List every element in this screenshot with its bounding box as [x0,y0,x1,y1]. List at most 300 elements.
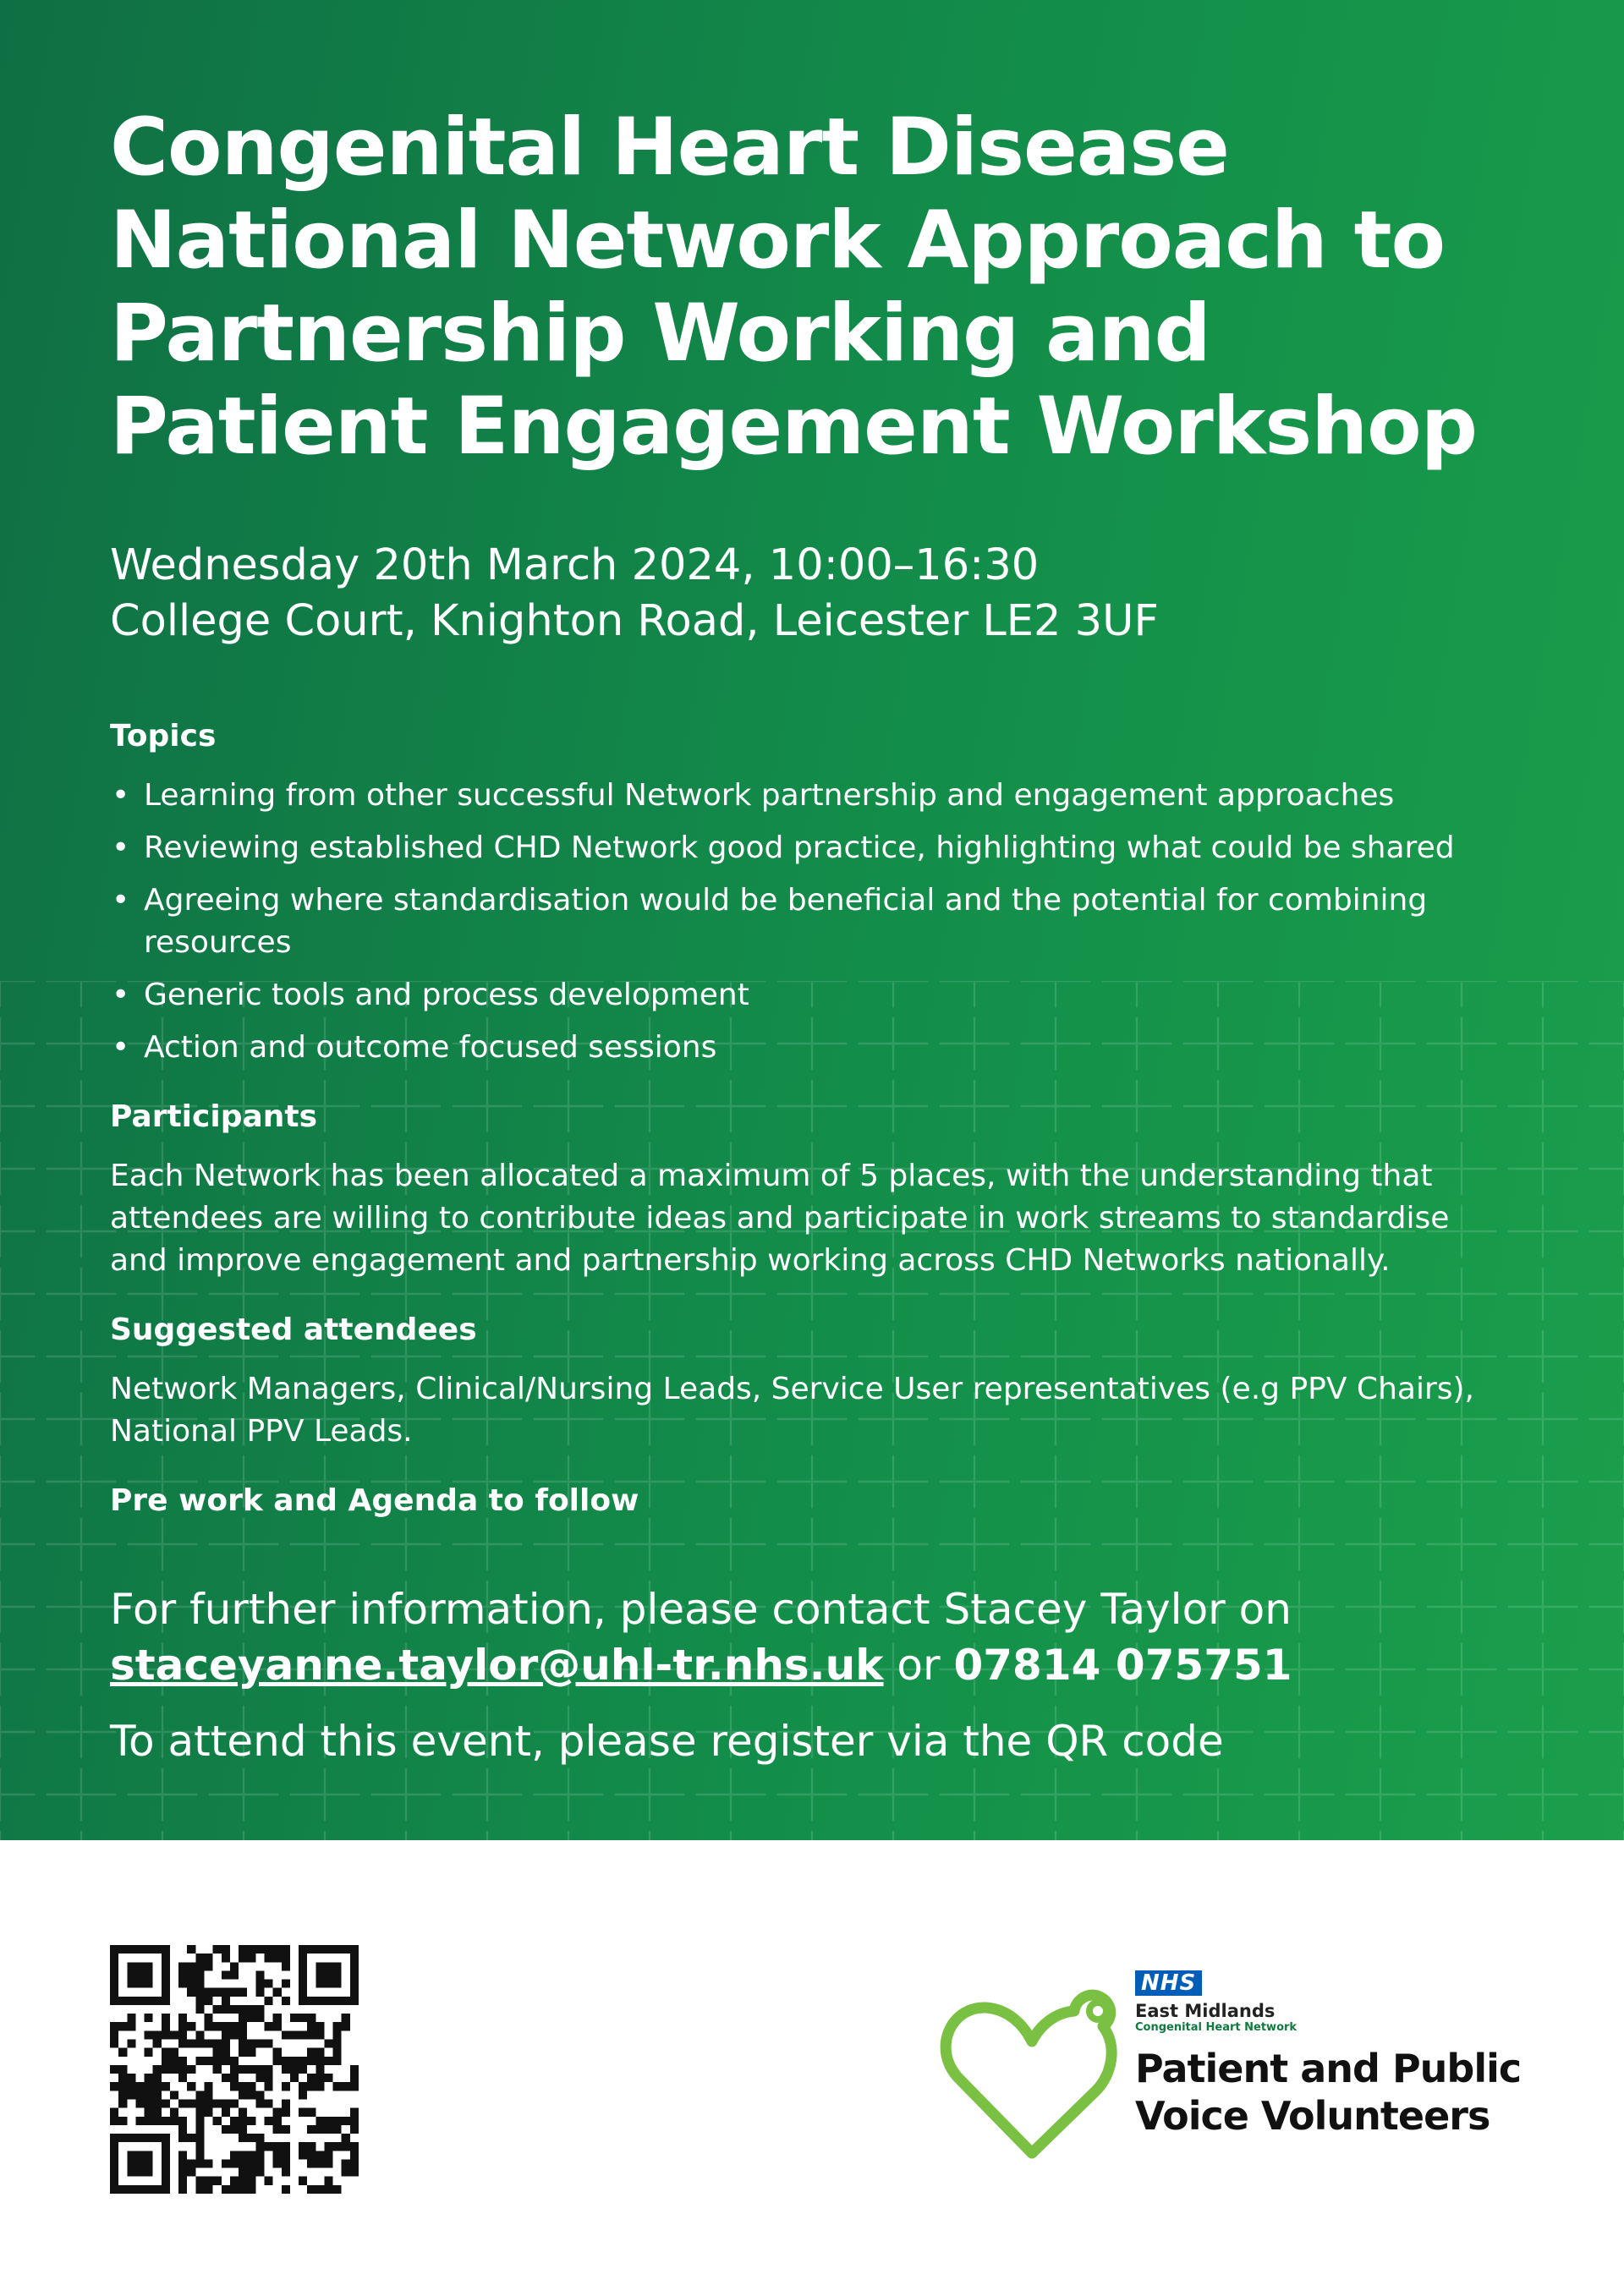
qr-module [264,1980,272,1988]
qr-module [162,1980,170,1988]
qr-module [135,2151,144,2159]
list-item [110,879,1548,964]
qr-module [264,2040,272,2048]
qr-module [333,2048,342,2057]
bullet-icon: • [112,978,130,1012]
qr-module [110,1988,118,1997]
qr-module [315,2125,324,2134]
qr-module [247,2040,255,2048]
qr-module [195,1988,204,1997]
qr-module [127,2082,135,2091]
qr-module [205,2159,213,2167]
qr-module [195,2134,204,2142]
qr-module [239,2117,247,2125]
qr-module [255,2099,264,2107]
qr-module [230,2117,239,2125]
qr-module [145,2159,153,2167]
qr-module [213,2005,222,2014]
qr-module [153,2082,162,2091]
qr-module [342,1997,350,2005]
qr-module [162,1988,170,1997]
qr-module [239,2082,247,2091]
qr-module [247,2151,255,2159]
qr-module [118,2134,127,2142]
qr-module [255,2074,264,2082]
qr-module [299,2091,307,2099]
qr-module [299,2030,307,2039]
qr-module [110,1980,118,1988]
qr-module [247,2048,255,2057]
qr-module [315,1962,324,1970]
topic-text: Reviewing established CHD Network good practice, highlighting what could be shared [144,830,1455,865]
qr-module [255,2014,264,2022]
qr-module [162,2177,170,2185]
qr-module [153,2074,162,2082]
qr-module [333,1997,342,2005]
qr-module [333,2117,342,2125]
qr-module [135,2185,144,2194]
qr-module [247,2177,255,2185]
qr-module [110,2134,118,2142]
qr-module [282,2082,290,2091]
qr-module [178,2040,187,2048]
qr-module [282,1945,290,1954]
qr-module [178,2125,187,2134]
qr-module [324,1980,332,1988]
qr-module [178,2177,187,2185]
qr-module [110,2177,118,2185]
qr-module [247,1945,255,1954]
qr-module [282,2065,290,2074]
qr-module [145,2185,153,2194]
qr-module [264,2082,272,2091]
contact-details [110,1637,1548,1693]
qr-code-icon[interactable] [110,1945,359,2194]
qr-module [162,2142,170,2151]
qr-module [239,2125,247,2134]
qr-module [110,2151,118,2159]
qr-module [187,2159,195,2167]
qr-module [333,2125,342,2134]
qr-module [307,2082,315,2091]
qr-module [299,2082,307,2091]
qr-module [110,2030,118,2039]
qr-module [324,2040,332,2048]
qr-module [118,2082,127,2091]
qr-module [162,2048,170,2057]
qr-module [350,1988,359,1997]
qr-module [110,2142,118,2151]
qr-module [342,2022,350,2030]
qr-module [255,2065,264,2074]
qr-module [307,2108,315,2117]
qr-module [299,2177,307,2185]
qr-module [247,2134,255,2142]
qr-module [282,1980,290,1988]
contact-info [110,1581,1548,1693]
qr-module [162,2134,170,2142]
qr-module [273,2159,282,2167]
qr-module [213,1988,222,1997]
qr-module [153,2185,162,2194]
qr-module [239,2177,247,2185]
qr-module [307,2142,315,2151]
qr-module [135,1962,144,1970]
qr-module [333,1945,342,1954]
qr-module [222,2099,230,2107]
qr-module [162,1997,170,2005]
qr-module [333,1970,342,1979]
qr-module [153,2065,162,2074]
qr-module [307,2022,315,2030]
qr-module [187,2082,195,2091]
qr-module [178,2151,187,2159]
qr-module [170,2057,178,2065]
qr-module [239,2159,247,2167]
qr-module [162,2117,170,2125]
qr-module [205,1997,213,2005]
qr-module [187,2065,195,2074]
qr-module [205,2082,213,2091]
qr-module [350,2108,359,2117]
qr-module [205,2185,213,2194]
qr-module [222,2185,230,2194]
qr-module [170,2030,178,2039]
qr-module [342,1945,350,1954]
qr-module [153,2117,162,2125]
qr-module [205,2108,213,2117]
qr-module [135,1980,144,1988]
qr-module [299,2057,307,2065]
qr-module [187,1962,195,1970]
qr-module [222,2108,230,2117]
qr-module [273,1945,282,1954]
qr-module [110,2168,118,2177]
qr-module [282,2159,290,2167]
qr-module [153,2134,162,2142]
qr-module [273,2125,282,2134]
qr-module [222,2030,230,2039]
qr-module [205,2014,213,2022]
qr-module [255,1970,264,1979]
qr-module [178,1970,187,1979]
qr-module [145,2074,153,2082]
qr-module [110,2159,118,2167]
qr-module [230,2065,239,2074]
list-item [110,827,1548,869]
qr-module [222,2057,230,2065]
qr-module [213,2057,222,2065]
qr-module [255,2040,264,2048]
qr-module [324,1997,332,2005]
qr-module [255,2142,264,2151]
bullet-icon: • [112,1030,130,1065]
qr-module [195,2030,204,2039]
topic-text: Learning from other successful Network partnership and engagement approaches [144,778,1395,813]
qr-module [239,2014,247,2022]
qr-module [273,2022,282,2030]
qr-module [178,2117,187,2125]
qr-module [222,1970,230,1979]
qr-module [247,2005,255,2014]
page-title [110,101,1548,474]
qr-module [230,1962,239,1970]
qr-module [187,1980,195,1988]
qr-module [145,1962,153,1970]
qr-module [290,2074,299,2082]
qr-module [127,2134,135,2142]
qr-module [230,1988,239,1997]
qr-module [230,2099,239,2107]
qr-module [333,2030,342,2039]
qr-module [162,2185,170,2194]
qr-module [273,1954,282,1962]
qr-module [162,1945,170,1954]
qr-module [315,2022,324,2030]
qr-module [255,2091,264,2099]
qr-module [324,2185,332,2194]
register-note: To attend this event, please register via the QR code [110,1717,1224,1766]
paragraph-line: Network Managers, Clinical/Nursing Leads, Service User representatives (e.g PPV Chairs), [110,1372,1474,1406]
qr-module [315,2074,324,2082]
event-venue: College Court, Knighton Road, Leicester LE2 3UF [110,596,1159,646]
qr-module [118,2091,127,2099]
qr-module [230,2074,239,2082]
qr-module [230,2185,239,2194]
qr-module [135,2099,144,2107]
qr-module [324,2159,332,2167]
qr-module [315,1997,324,2005]
qr-module [127,2168,135,2177]
qr-module [135,2134,144,2142]
qr-module [324,1945,332,1954]
qr-module [350,1945,359,1954]
qr-module [178,2065,187,2074]
qr-module [110,2065,118,2074]
title-line: Congenital Heart Disease [110,101,1229,194]
qr-module [264,2117,272,2125]
qr-module [239,2022,247,2030]
qr-module [153,1945,162,1954]
qr-module [187,2022,195,2030]
qr-module [307,2014,315,2022]
qr-module [162,2082,170,2091]
heart-logo-icon [939,1987,1125,2165]
qr-module [205,2177,213,2185]
qr-module [324,2117,332,2125]
qr-module [273,2048,282,2057]
qr-module [195,2091,204,2099]
qr-module [110,2185,118,2194]
topics-heading: Topics [110,719,217,753]
qr-module [187,2040,195,2048]
qr-module [145,2014,153,2022]
qr-module [195,2151,204,2159]
qr-module [247,2168,255,2177]
qr-module [187,1970,195,1979]
qr-module [324,2142,332,2151]
qr-module [162,2057,170,2065]
qr-module [239,1988,247,1997]
qr-module [264,2074,272,2082]
qr-module [178,1962,187,1970]
suggested-attendees-text [110,1368,1548,1453]
qr-module [145,2048,153,2057]
qr-module [195,2142,204,2151]
qr-module [178,2074,187,2082]
bullet-icon: • [112,883,130,918]
qr-module [282,1954,290,1962]
qr-module [118,2117,127,2125]
paragraph-line: attendees are willing to contribute ideas and participate in work streams to standardise [110,1201,1450,1236]
qr-module [135,1970,144,1979]
bullet-icon: • [112,778,130,813]
qr-module [282,2099,290,2107]
qr-module [239,2185,247,2194]
qr-module [315,2151,324,2159]
qr-module [264,2065,272,2074]
email-link[interactable]: staceyanne.taylor@uhl-tr.nhs.uk [110,1641,884,1690]
qr-module [162,2151,170,2159]
qr-module [135,2168,144,2177]
qr-module [350,2151,359,2159]
qr-module [110,2117,118,2125]
qr-module [222,2074,230,2082]
phone-number[interactable]: 07814 075751 [953,1641,1292,1690]
qr-module [247,2159,255,2167]
qr-module [307,2048,315,2057]
qr-module [127,1945,135,1954]
qr-module [195,2177,204,2185]
qr-module [264,2142,272,2151]
qr-module [118,2099,127,2107]
qr-module [299,2108,307,2117]
qr-module [145,1997,153,2005]
qr-module [153,2099,162,2107]
qr-module [162,2022,170,2030]
qr-module [230,2125,239,2134]
qr-module [324,2151,332,2159]
qr-module [222,1954,230,1962]
list-item [110,974,1548,1016]
qr-module [307,2030,315,2039]
qr-module [205,1988,213,1997]
qr-module [299,1988,307,1997]
qr-module [315,2082,324,2091]
topic-text: Action and outcome focused sessions [144,1030,717,1065]
qr-module [299,1997,307,2005]
qr-module [273,1988,282,1997]
qr-module [135,1997,144,2005]
qr-module [145,1945,153,1954]
qr-module [230,2005,239,2014]
qr-module [342,2142,350,2151]
qr-module [213,2177,222,2185]
ppv-title-line: Patient and Public [1135,2046,1522,2091]
qr-module [213,2040,222,2048]
title-line: Partnership Working and [110,288,1210,380]
qr-module [239,2040,247,2048]
qr-module [118,2185,127,2194]
qr-module [239,2048,247,2057]
qr-module [307,2151,315,2159]
qr-module [239,2091,247,2099]
qr-module [222,1945,230,1954]
qr-module [127,2040,135,2048]
prework-note: Pre work and Agenda to follow [110,1483,639,1518]
qr-module [153,2040,162,2048]
qr-module [315,2048,324,2057]
qr-module [247,2185,255,2194]
qr-module [127,2074,135,2082]
qr-module [255,1945,264,1954]
qr-module [145,2099,153,2107]
qr-module [273,2108,282,2117]
qr-module [153,2108,162,2117]
qr-module [350,2125,359,2134]
qr-module [350,2065,359,2074]
qr-module [145,2168,153,2177]
qr-module [239,2108,247,2117]
qr-module [110,1997,118,2005]
qr-module [195,2125,204,2134]
qr-module [135,2082,144,2091]
qr-module [187,1945,195,1954]
qr-module [110,1962,118,1970]
qr-module [247,2014,255,2022]
qr-module [213,2099,222,2107]
qr-module [307,2185,315,2194]
qr-module [195,2057,204,2065]
qr-module [195,2099,204,2107]
qr-module [273,2057,282,2065]
network-subtitle: Congenital Heart Network [1135,2021,1298,2034]
qr-module [315,2159,324,2167]
qr-module [110,2022,118,2030]
qr-module [145,2082,153,2091]
qr-module [187,2168,195,2177]
qr-module [324,2177,332,2185]
qr-module [170,2048,178,2057]
qr-module [205,2091,213,2099]
qr-module [273,2142,282,2151]
qr-module [307,1997,315,2005]
qr-module [222,2125,230,2134]
qr-module [333,2022,342,2030]
qr-module [118,2022,127,2030]
qr-module [118,2074,127,2082]
qr-module [247,2091,255,2099]
qr-module [213,2022,222,2030]
qr-module [145,1970,153,1979]
qr-module [350,1980,359,1988]
qr-module [205,2099,213,2107]
qr-module [273,2117,282,2125]
qr-module [118,2065,127,2074]
qr-module [230,1970,239,1979]
qr-module [307,2057,315,2065]
qr-module [118,1997,127,2005]
qr-module [299,1954,307,1962]
qr-module [178,2185,187,2194]
qr-module [255,2151,264,2159]
qr-module [195,1997,204,2005]
qr-module [110,2040,118,2048]
qr-module [342,2117,350,2125]
qr-module [255,1980,264,1988]
qr-module [307,2125,315,2134]
qr-module [282,2125,290,2134]
